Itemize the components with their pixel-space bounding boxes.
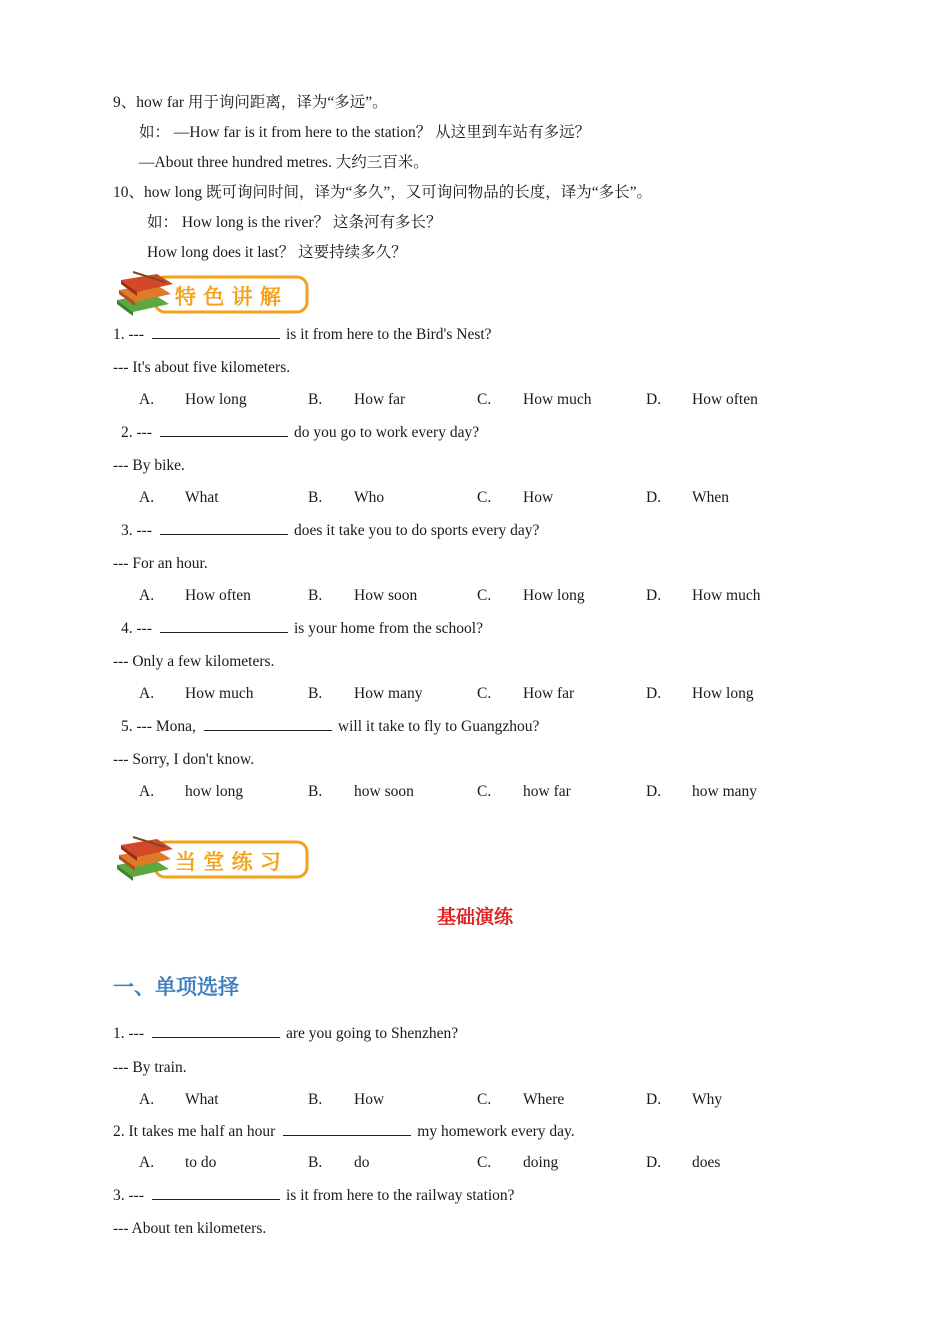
practice-question-3 <box>113 1185 515 1206</box>
answer-blank[interactable] <box>283 1121 411 1136</box>
practice-question-1-reply: --- By train. <box>113 1059 187 1076</box>
question-3-reply: --- For an hour. <box>113 555 208 572</box>
answer-blank[interactable] <box>160 618 288 633</box>
class-practice-banner <box>113 835 313 885</box>
question-number: 3. --- <box>121 522 152 539</box>
note-example-10b: How long does it last？ 这要持续多久？ <box>147 244 407 261</box>
question-2-options: A. What B. Who C. How D. When <box>139 489 730 506</box>
question-number: 4. --- <box>121 620 152 637</box>
question-3-options: A. How often B. How soon C. How long D. How much <box>139 587 761 604</box>
question-text: are you going to Shenzhen? <box>286 1025 459 1042</box>
note-example-10a: 如： How long is the river？ 这条河有多长？ <box>147 214 442 231</box>
banner-title: 当 堂 练 习 <box>175 850 281 874</box>
question-4-options: A. How much B. How many C. How far D. How long <box>139 685 754 702</box>
question-number: 2. --- <box>121 424 152 441</box>
note-line-10: 10、how long 既可询问时间，译为“多久”，又可询问物品的长度，译为“多长”。 <box>113 184 653 201</box>
question-1-options: A. How long B. How far C. How much D. How often <box>139 391 758 408</box>
banner-title: 特 色 讲 解 <box>175 285 281 309</box>
question-text: is it from here to the railway station? <box>286 1187 515 1204</box>
feature-explanation-banner <box>113 270 313 320</box>
answer-blank[interactable] <box>160 520 288 535</box>
question-4-reply: --- Only a few kilometers. <box>113 653 275 670</box>
question-2-reply: --- By bike. <box>113 457 185 474</box>
practice-question-3-reply: --- About ten kilometers. <box>113 1220 267 1237</box>
question-5 <box>121 716 539 737</box>
question-text: do you go to work every day? <box>294 424 480 441</box>
answer-blank[interactable] <box>204 716 332 731</box>
question-text: is it from here to the Bird's Nest? <box>286 326 492 343</box>
question-text: does it take you to do sports every day? <box>294 522 540 539</box>
answer-blank[interactable] <box>152 1023 280 1038</box>
question-number: 1. --- <box>113 326 144 343</box>
question-1-reply: --- It's about five kilometers. <box>113 359 291 376</box>
question-2 <box>121 422 479 443</box>
question-number: 5. --- Mona, <box>121 718 196 735</box>
question-5-options: A. how long B. how soon C. how far D. how many <box>139 783 758 800</box>
answer-blank[interactable] <box>160 422 288 437</box>
question-text: is your home from the school? <box>294 620 483 637</box>
question-number: 1. --- <box>113 1025 144 1042</box>
question-3 <box>121 520 539 541</box>
question-5-reply: --- Sorry, I don't know. <box>113 751 255 768</box>
question-4 <box>121 618 483 639</box>
note-line-9: 9、how far 用于询问距离，译为“多远”。 <box>113 94 388 111</box>
answer-blank[interactable] <box>152 324 280 339</box>
practice-question-1 <box>113 1023 458 1044</box>
answer-blank[interactable] <box>152 1185 280 1200</box>
question-number: 3. --- <box>113 1187 144 1204</box>
question-number: 2. It takes me half an hour <box>113 1123 276 1140</box>
practice-question-2-options: A. to do B. do C. doing D. does <box>139 1154 721 1171</box>
note-example-9: 如： —How far is it from here to the station？ 从这里到车站有多远？ <box>139 124 591 141</box>
section-heading-basic-practice: 基础演练 <box>436 906 513 928</box>
practice-question-1-options: A. What B. How C. Where D. Why <box>139 1091 723 1108</box>
section-title-single-choice: 一、单项选择 <box>113 975 239 999</box>
question-text: will it take to fly to Guangzhou? <box>337 718 540 735</box>
practice-question-2 <box>113 1121 575 1142</box>
question-text: my homework every day. <box>417 1123 575 1140</box>
question-1 <box>113 324 492 345</box>
note-example-9-answer: —About three hundred metres. 大约三百米。 <box>139 154 429 171</box>
